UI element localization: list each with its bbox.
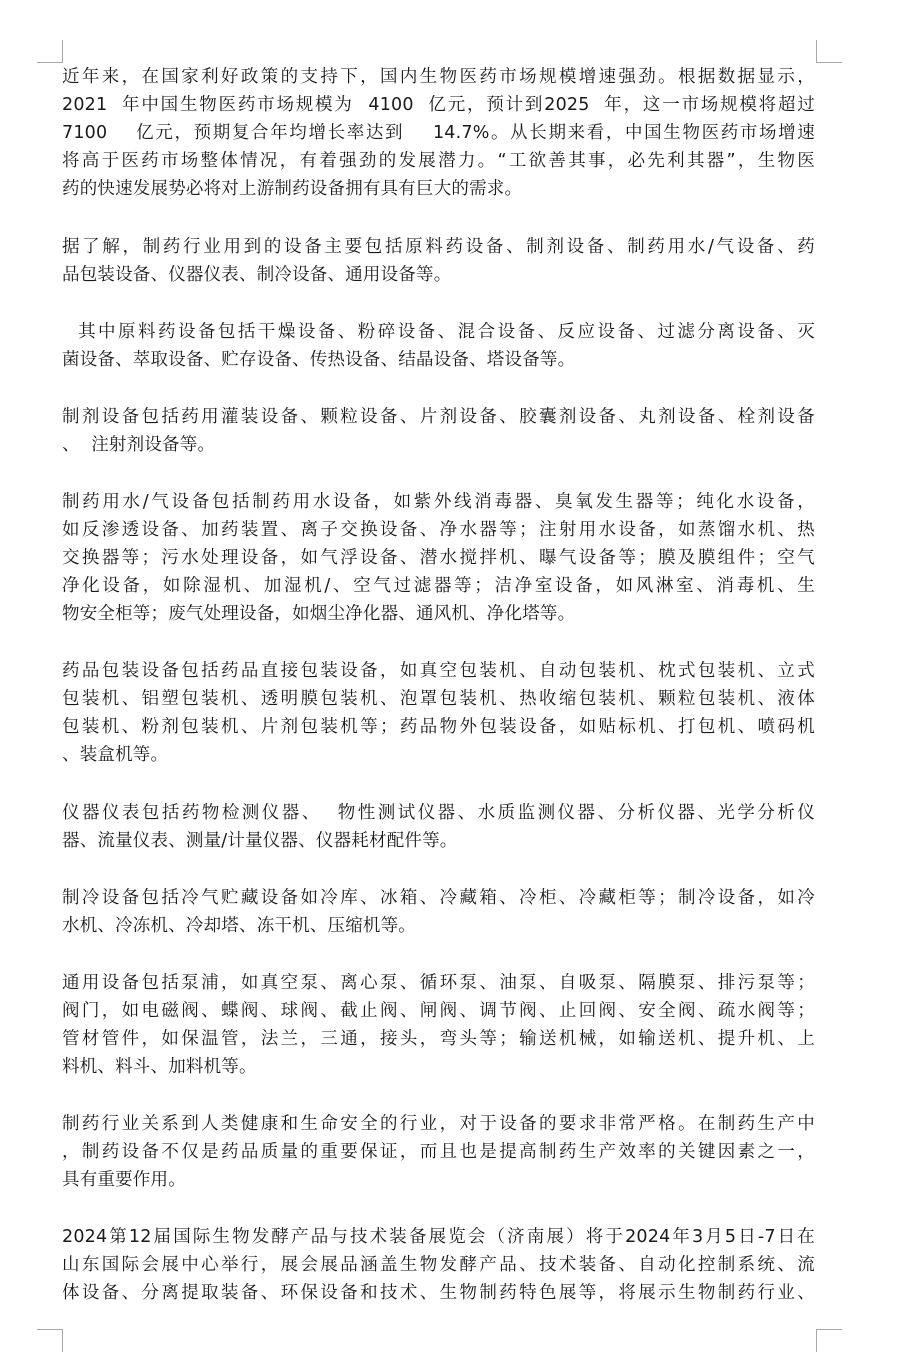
text-line: 山东国际会展中心举行，展会展品涵盖生物发酵产品、技术装备、自动化控制系统、流 bbox=[62, 1255, 815, 1275]
text-line: 2024第12届国际生物发酵产品与技术装备展览会（济南展）将于2024年3月5日-7日在 bbox=[62, 1227, 815, 1247]
text-line: 仪器仪表包括药物检测仪器、 物性测试仪器、水质监测仪器、分析仪器、光学分析仪 bbox=[62, 803, 815, 823]
margin-corner-mark-bottom-right bbox=[816, 1329, 842, 1352]
text-line: 具有重要作用。 bbox=[62, 1170, 186, 1190]
text-line: 、 注射剂设备等。 bbox=[62, 435, 216, 455]
text-line: 菌设备、萃取设备、贮存设备、传热设备、结晶设备、塔设备等。 bbox=[62, 350, 576, 370]
text-line: 交换器等；污水处理设备，如气浮设备、潜水搅拌机、曝气设备等；膜及膜组件；空气 bbox=[62, 548, 815, 568]
text-line: 通用设备包括泵浦，如真空泵、离心泵、循环泵、油泵、自吸泵、隔膜泵、排污泵等； bbox=[62, 973, 815, 993]
text-line: 如反渗透设备、加药装置、离子交换设备、净水器等；注射用水设备，如蒸馏水机、热 bbox=[62, 520, 815, 540]
text-line: 料机、料斗、加料机等。 bbox=[62, 1057, 257, 1077]
margin-corner-mark-bottom-left bbox=[37, 1329, 63, 1352]
text-line: 药品包装设备包括药品直接包装设备，如真空包装机、自动包装机、枕式包装机、立式 bbox=[62, 661, 815, 681]
text-line: 2021 年中国生物医药市场规模为 4100 亿元，预计到2025 年，这一市场规模将超过 bbox=[62, 95, 815, 115]
text-line: 包装机、铝塑包装机、透明膜包装机、泡罩包装机、热收缩包装机、颗粒包装机、液体 bbox=[62, 689, 815, 709]
text-line: 器、流量仪表、测量/计量仪器、仪器耗材配件等。 bbox=[62, 831, 458, 851]
text-line: 体设备、分离提取装备、环保设备和技术、生物制药特色展等，将展示生物制药行业、 bbox=[62, 1283, 815, 1303]
text-line: 制药行业关系到人类健康和生命安全的行业，对于设备的要求非常严格。在制药生产中 bbox=[62, 1114, 815, 1134]
text-line: 制剂设备包括药用灌装设备、颗粒设备、片剂设备、胶囊剂设备、丸剂设备、栓剂设备 bbox=[62, 407, 815, 427]
text-line: 制药用水/气设备包括制药用水设备，如紫外线消毒器、臭氧发生器等；纯化水设备， bbox=[62, 492, 815, 512]
text-line: 阀门，如电磁阀、蝶阀、球阀、截止阀、闸阀、调节阀、止回阀、安全阀、疏水阀等； bbox=[62, 1001, 815, 1021]
margin-corner-mark-top-left bbox=[37, 40, 63, 63]
text-line: 制冷设备包括冷气贮藏设备如冷库、冰箱、冷藏箱、冷柜、冷藏柜等；制冷设备，如冷 bbox=[62, 888, 815, 908]
text-line: 包装机、粉剂包装机、片剂包装机等；药品物外包装设备，如贴标机、打包机、喷码机 bbox=[62, 717, 815, 737]
text-line: 7100 亿元，预期复合年均增长率达到 14.7%。从长期来看，中国生物医药市场增速 bbox=[62, 123, 815, 143]
text-line: 药的快速发展势必将对上游制药设备拥有具有巨大的需求。 bbox=[62, 179, 523, 199]
text-line: 据了解，制药行业用到的设备主要包括原料药设备、制剂设备、制药用水/气设备、药 bbox=[62, 237, 815, 257]
text-line: 其中原料药设备包括干燥设备、粉碎设备、混合设备、反应设备、过滤分离设备、灭 bbox=[62, 322, 815, 342]
text-line: 管材管件，如保温管，法兰，三通，接头，弯头等；输送机械，如输送机、提升机、上 bbox=[62, 1029, 815, 1049]
text-line: 近年来，在国家利好政策的支持下，国内生物医药市场规模增速强劲。根据数据显示， bbox=[62, 67, 815, 87]
text-line: 净化设备，如除湿机、加湿机/、空气过滤器等；洁净室设备，如风淋室、消毒机、生 bbox=[62, 576, 815, 596]
text-line: 品包装设备、仪器仪表、制冷设备、通用设备等。 bbox=[62, 265, 452, 285]
text-line: 、装盒机等。 bbox=[62, 745, 169, 765]
text-line: 物安全柜等；废气处理设备，如烟尘净化器、通风机、净化塔等。 bbox=[62, 604, 576, 624]
text-line: 水机、冷冻机、冷却塔、冻干机、压缩机等。 bbox=[62, 916, 416, 936]
text-line: 将高于医药市场整体情况，有着强劲的发展潜力。“工欲善其事，必先利其器”，生物医 bbox=[62, 151, 815, 171]
margin-corner-mark-top-right bbox=[816, 40, 842, 63]
text-line: ，制药设备不仅是药品质量的重要保证，而且也是提高制药生产效率的关键因素之一， bbox=[62, 1142, 815, 1162]
